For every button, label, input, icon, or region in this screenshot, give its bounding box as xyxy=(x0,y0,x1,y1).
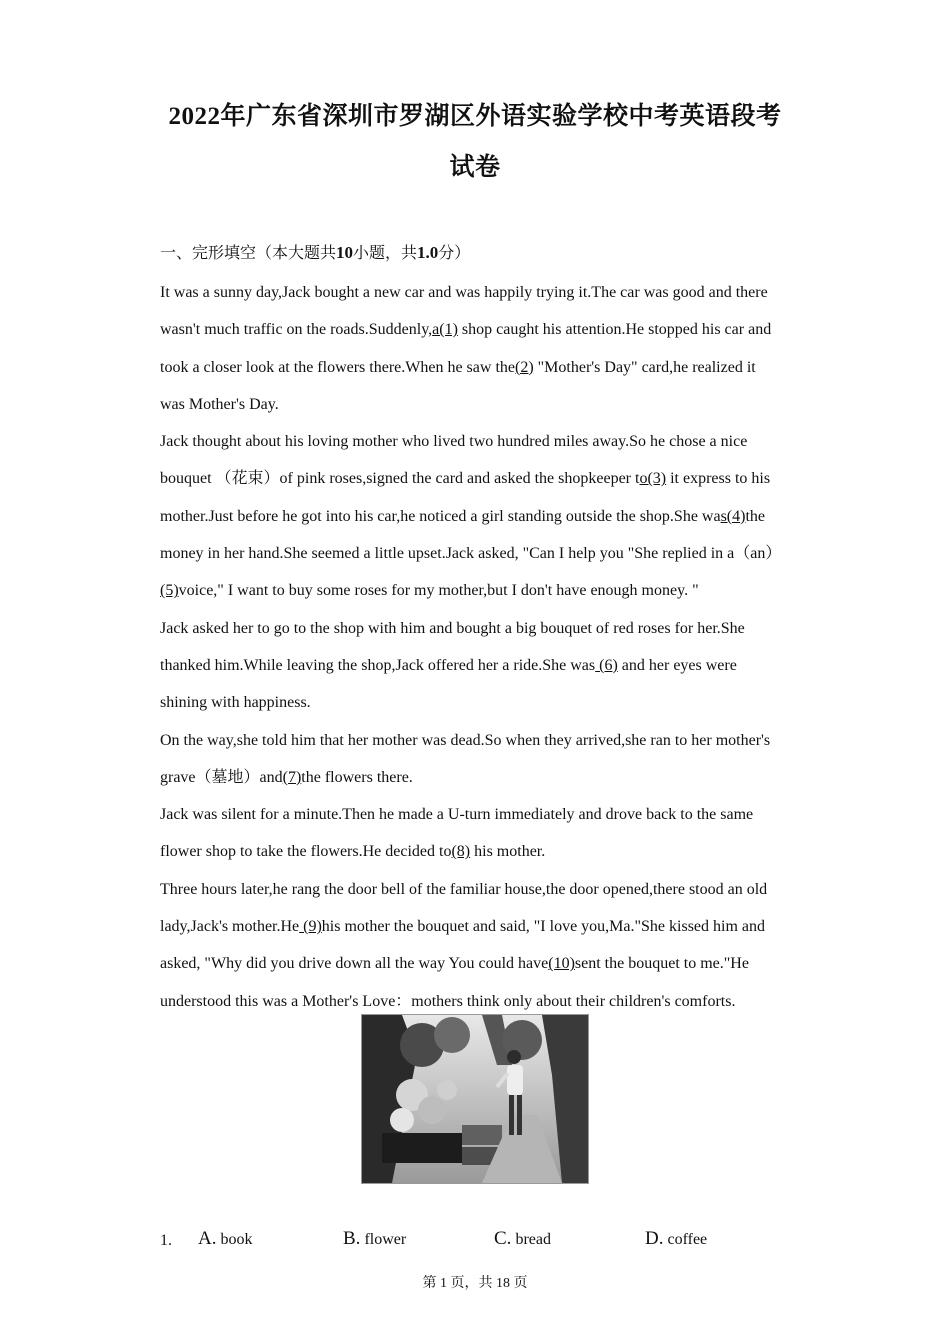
exam-title-line-2: 试卷 xyxy=(449,154,501,181)
option-c-letter: C. xyxy=(494,1228,512,1249)
cloze-blank[interactable]: (10) xyxy=(548,955,575,973)
passage-line xyxy=(160,796,815,833)
question-1-row xyxy=(160,1228,840,1256)
section-heading xyxy=(160,240,470,263)
passage-line xyxy=(160,722,815,759)
option-b-letter: B. xyxy=(343,1228,361,1249)
option-c[interactable] xyxy=(494,1228,551,1250)
cloze-passage xyxy=(160,274,815,1020)
section-prefix: 一、完形填空（本大题共 xyxy=(160,243,337,262)
passage-text: On the way,she told him that her mother was dead.So when they arrived,she ran to her mother's xyxy=(160,731,771,749)
passage-text: the flowers there. xyxy=(301,768,413,786)
cloze-blank[interactable]: (5) xyxy=(160,582,179,600)
passage-text: shining with happiness. xyxy=(160,694,311,712)
passage-text: took a closer look at the flowers there.When he saw the xyxy=(160,358,515,376)
passage-line xyxy=(160,535,815,572)
cloze-blank[interactable]: (8) xyxy=(451,843,471,861)
cloze-blank[interactable]: o(3) xyxy=(639,470,667,488)
page-footer: 第 1 页，共 18 页 xyxy=(422,1276,528,1291)
passage-text: It was a sunny day,Jack bought a new car and was happily trying it.The car was good and there xyxy=(160,284,768,301)
passage-line xyxy=(160,759,815,796)
passage-text: voice," I want to buy some roses for my mother,but I don't have enough money. " xyxy=(178,582,699,600)
option-d-letter: D. xyxy=(645,1228,664,1249)
option-b-text: flower xyxy=(364,1231,407,1248)
passage-text: shop caught his attention.He stopped his car and xyxy=(457,321,772,339)
passage-line xyxy=(160,460,815,497)
option-a-text: book xyxy=(220,1231,253,1248)
passage-text: Three hours later,he rang the door bell of the familiar house,the door opened,there stood an old xyxy=(160,880,768,898)
option-a-letter: A. xyxy=(198,1228,217,1249)
cloze-blank[interactable]: (9) xyxy=(299,918,322,936)
passage-text: "Mother's Day" card,he realized it xyxy=(533,358,756,376)
passage-line xyxy=(160,610,815,647)
option-b[interactable] xyxy=(343,1228,406,1250)
option-d[interactable] xyxy=(645,1228,707,1250)
passage-text: thanked him.While leaving the shop,Jack offered her a ride.She was xyxy=(160,656,596,674)
section-suffix: 分） xyxy=(438,243,471,262)
passage-text: his mother the bouquet and said, "I love you,Ma."She kissed him and xyxy=(321,918,766,936)
passage-line xyxy=(160,908,815,945)
passage-text: lady,Jack's mother.He xyxy=(160,918,300,936)
section-question-count: 10 xyxy=(336,243,354,262)
passage-line xyxy=(160,647,815,684)
passage-text: the xyxy=(745,507,766,525)
passage-text: his mother. xyxy=(470,843,546,861)
passage-line xyxy=(160,945,815,982)
passage-text: bouquet （花束）of pink roses,signed the card and asked the shopkeeper t xyxy=(160,470,640,488)
passage-text: understood this was a Mother's Love：mothers think only about their children's comforts. xyxy=(160,992,736,1010)
cloze-blank[interactable]: (6) xyxy=(595,656,618,674)
passage-text: asked, "Why did you drive down all the way You could have xyxy=(160,955,549,973)
passage-text: Jack was silent for a minute.Then he made a U-turn immediately and drove back to the same xyxy=(160,806,754,824)
passage-line xyxy=(160,311,815,348)
passage-text: mother.Just before he got into his car,he noticed a girl standing outside the shop.She wa xyxy=(160,507,721,525)
passage-text: and her eyes were xyxy=(617,656,737,674)
passage-line xyxy=(160,498,815,535)
exam-title-line-1: 2022年广东省深圳市罗湖区外语实验学校中考英语段考 xyxy=(168,103,782,130)
cloze-blank[interactable]: a(1) xyxy=(432,321,458,339)
cloze-blank[interactable]: (2) xyxy=(514,358,534,376)
passage-text: Jack thought about his loving mother who lived two hundred miles away.So he chose a nice xyxy=(160,433,748,451)
cloze-blank[interactable]: (7) xyxy=(282,768,302,786)
option-d-text: coffee xyxy=(667,1231,708,1248)
passage-line xyxy=(160,684,815,721)
question-number: 1. xyxy=(160,1232,172,1249)
passage-text: it express to his xyxy=(666,470,771,488)
passage-text: flower shop to take the flowers.He decided to xyxy=(160,843,452,861)
option-c-text: bread xyxy=(515,1231,551,1248)
girl-at-grave-image xyxy=(362,1015,588,1183)
section-mid: 小题，共 xyxy=(353,243,418,262)
passage-text: grave（墓地）and xyxy=(160,768,283,786)
passage-line xyxy=(160,274,815,311)
passage-line xyxy=(160,833,815,870)
passage-line xyxy=(160,349,815,386)
passage-text: was Mother's Day. xyxy=(160,395,279,413)
passage-text: wasn't much traffic on the roads.Suddenly, xyxy=(160,321,433,339)
passage-line xyxy=(160,423,815,460)
passage-text: money in her hand.She seemed a little upset.Jack asked, "Can I help you "She replied in a（an） xyxy=(160,545,782,563)
cloze-blank[interactable]: s(4) xyxy=(720,507,746,525)
passage-line xyxy=(160,871,815,908)
passage-text: sent the bouquet to me."He xyxy=(574,955,749,973)
section-score: 1.0 xyxy=(417,243,439,262)
passage-line xyxy=(160,572,815,609)
passage-line xyxy=(160,386,815,423)
option-a[interactable] xyxy=(198,1228,252,1250)
passage-text: Jack asked her to go to the shop with him and bought a big bouquet of red roses for her.She xyxy=(160,619,745,637)
graveyard-photo xyxy=(361,1014,589,1184)
